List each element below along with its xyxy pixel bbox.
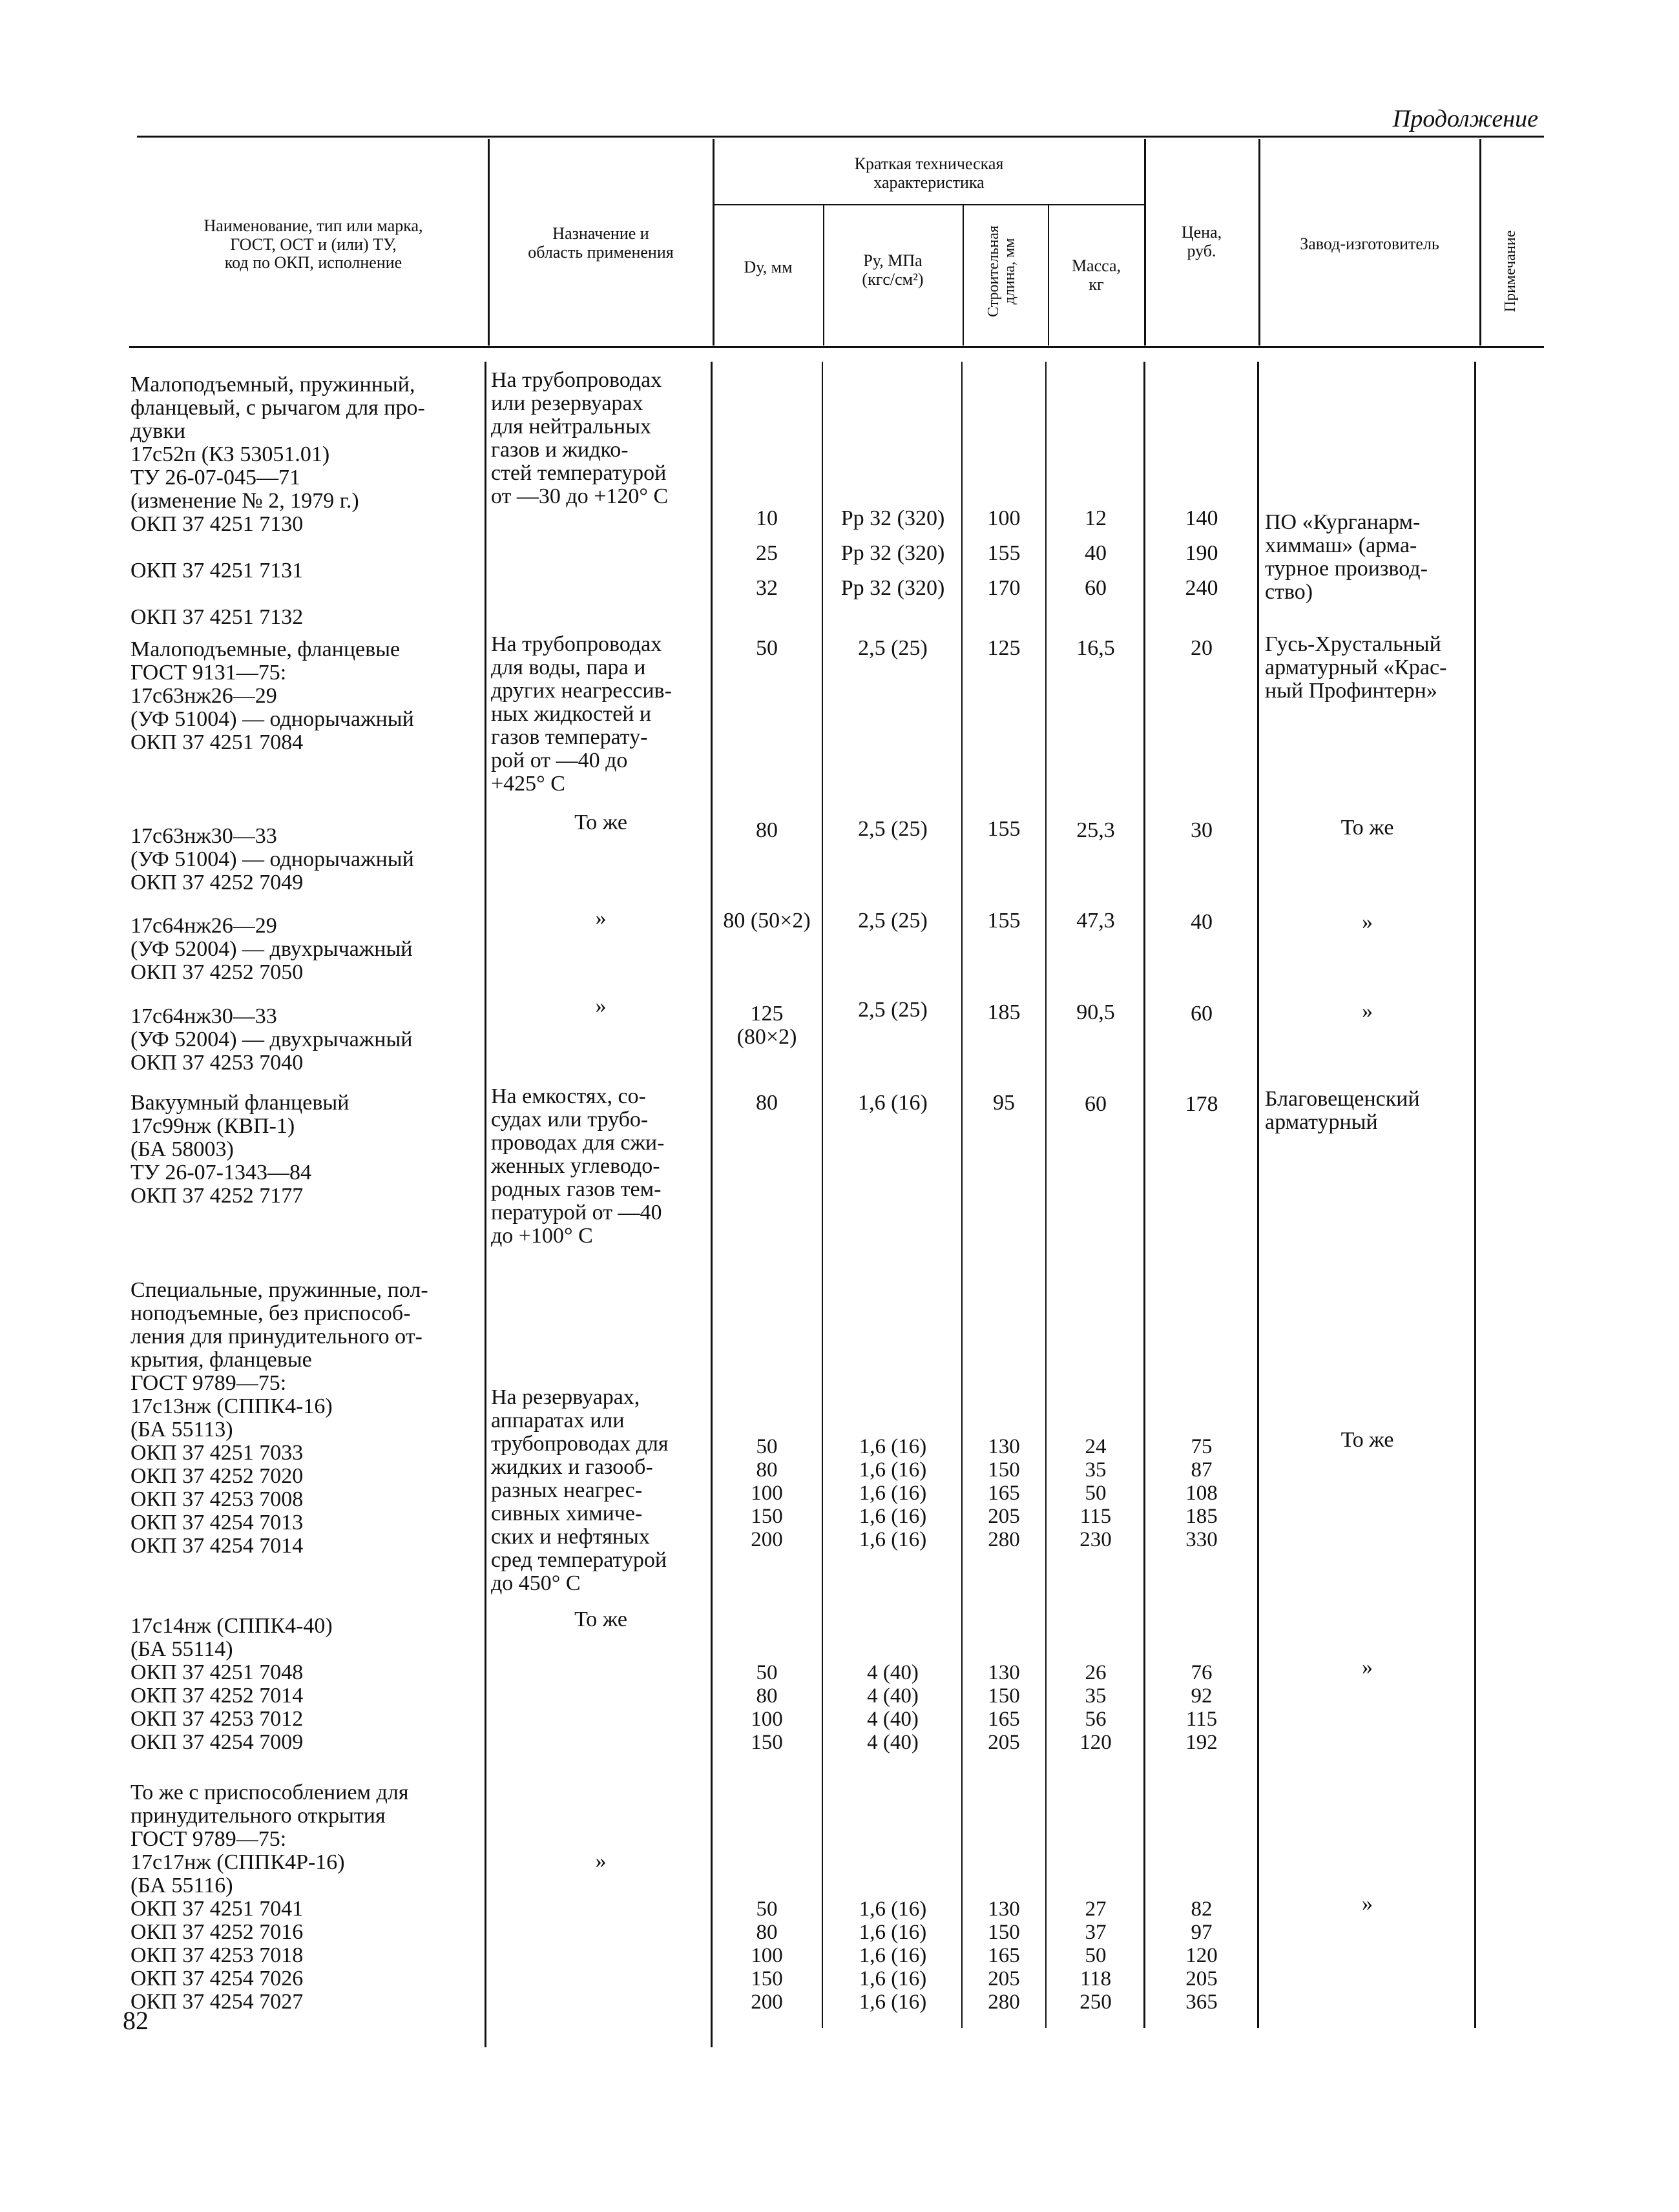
row-8-length: 130 150 165 205 280	[988, 1897, 1020, 2014]
row-6-py: 1,6 (16) 1,6 (16) 1,6 (16) 1,6 (16) 1,6 (16)	[859, 1435, 927, 1551]
row-8-price: 82 97 120 205 365	[1185, 1897, 1218, 2014]
tech-header-rule	[713, 204, 1144, 205]
row-0-mass: 12 40 60	[1085, 506, 1107, 600]
row-8-mass: 27 37 50 118 250	[1079, 1897, 1112, 2014]
row-8-name: То же с приспособлением для принудительного открытия ГОСТ 9789—75: 17с17нж (СППК4Р-16) (БА 55116) ОКП 37 4251 7041 ОКП 37 4252 7016 ОКП 37 4253 7018 ОКП 37 4254 7026 ОКП 37 4254 7027	[130, 1781, 409, 2014]
row-7-maker: »	[1362, 1655, 1373, 1679]
row-4-name: 17с64нж30—33 (УФ 52004) — двухрычажный ОКП 37 4253 7040	[130, 1004, 413, 1075]
row-3-length: 155	[987, 909, 1021, 933]
row-2-maker: То же	[1340, 816, 1394, 840]
row-7-purpose: То же	[574, 1607, 627, 1631]
row-0-name: Малоподъемный, пружинный, фланцевый, с рычагом для про- дувки 17с52п (КЗ 53051.01) ТУ 26-07-045—71 (изменение № 2, 1979 г.) ОКП 37 4251 7130 ОКП 37 4251 7131 ОКП 37 4251 7132	[130, 373, 425, 629]
row-2-purpose: То же	[574, 811, 627, 834]
row-8-maker: »	[1362, 1892, 1373, 1916]
row-4-mass: 90,5	[1076, 1000, 1115, 1024]
header-price: Цена, руб.	[1181, 223, 1222, 260]
row-7-length: 130 150 165 205	[988, 1661, 1020, 1754]
row-5-dy: 80	[756, 1091, 778, 1115]
row-3-price: 40	[1191, 910, 1213, 934]
row-6-dy: 50 80 100 150 200	[751, 1435, 783, 1551]
row-8-dy: 50 80 100 150 200	[751, 1897, 783, 2014]
header-dy: Dу, мм	[744, 258, 793, 276]
row-5-maker: Благовещенский арматурный	[1265, 1087, 1420, 1134]
row-0-maker: ПО «Курганарм- химмаш» (арма- турное производ- ство)	[1265, 510, 1428, 604]
row-8-purpose: »	[595, 1849, 607, 1873]
header-py: Pу, МПа (кгс/см²)	[862, 251, 924, 289]
row-7-py: 4 (40) 4 (40) 4 (40) 4 (40)	[867, 1661, 919, 1754]
row-5-purpose: На емкостях, со- судах или трубо- проводах для сжи- женных углеводо- родных газов тем- пературой от —40 до +100° С	[491, 1084, 665, 1248]
row-0-py: Pр 32 (320) Pр 32 (320) Pр 32 (320)	[840, 506, 945, 600]
row-1-mass: 16,5	[1076, 636, 1115, 660]
row-7-price: 76 92 115 192	[1185, 1661, 1218, 1754]
col-rule-1	[488, 139, 490, 346]
row-3-py: 2,5 (25)	[858, 909, 928, 933]
row-7-name: 17с14нж (СППК4-40) (БА 55114) ОКП 37 4251 7048 ОКП 37 4252 7014 ОКП 37 4253 7012 ОКП 37 4254 7009	[130, 1614, 333, 1754]
row-6-mass: 24 35 50 115 230	[1079, 1435, 1112, 1551]
header-bottom-rule	[129, 346, 1544, 348]
row-3-purpose: »	[595, 906, 607, 930]
row-1-py: 2,5 (25)	[858, 636, 928, 660]
row-4-length: 185	[987, 1000, 1021, 1024]
row-1-length: 125	[987, 636, 1021, 660]
body-rule-7	[1257, 362, 1259, 2028]
row-7-dy: 50 80 100 150	[751, 1661, 783, 1754]
row-5-name: Вакуумный фланцевый 17с99нж (КВП-1) (БА 58003) ТУ 26-07-1343—84 ОКП 37 4252 7177	[130, 1091, 349, 1208]
row-3-maker: »	[1362, 910, 1373, 934]
row-3-dy: 80 (50×2)	[723, 909, 811, 933]
row-4-py: 2,5 (25)	[858, 998, 928, 1022]
row-7-mass: 26 35 56 120	[1079, 1661, 1112, 1754]
body-rule-4	[961, 362, 963, 2028]
row-1-price: 20	[1191, 636, 1213, 660]
row-2-price: 30	[1191, 818, 1213, 842]
row-0-purpose: На трубопроводах или резервуарах для нейтральных газов и жидко- стей температурой от —30 до +120° С	[491, 368, 669, 508]
header-maker: Завод-изготовитель	[1300, 234, 1439, 253]
row-1-name: Малоподъемные, фланцевые ГОСТ 9131—75: 17с63нж26—29 (УФ 51004) — однорычажный ОКП 37 4251 7084	[130, 637, 414, 754]
body-rule-2	[711, 362, 713, 2047]
body-rule-5	[1045, 362, 1047, 2028]
col-rule-4	[963, 205, 964, 346]
row-1-maker: Гусь-Хрустальный арматурный «Крас- ный Профинтерн»	[1265, 632, 1447, 703]
page-number: 82	[123, 2006, 149, 2035]
row-0-length: 100 155 170	[987, 506, 1021, 600]
row-3-mass: 47,3	[1076, 909, 1115, 933]
body-rule-6	[1143, 362, 1145, 2028]
row-5-length: 95	[993, 1091, 1015, 1115]
row-4-dy: 125 (80×2)	[736, 1002, 797, 1049]
row-0-price: 140 190 240	[1185, 506, 1218, 600]
header-purpose: Назначение и область применения	[528, 224, 674, 262]
col-rule-8	[1479, 139, 1481, 346]
row-4-purpose: »	[595, 994, 607, 1018]
header-name: Наименование, тип или марка, ГОСТ, ОСТ и (или) ТУ, код по ОКП, исполнение	[203, 216, 423, 273]
row-3-name: 17с64нж26—29 (УФ 52004) — двухрычажный ОКП 37 4252 7050	[130, 914, 413, 984]
top-rule	[137, 136, 1544, 138]
row-6-length: 130 150 165 205 280	[988, 1435, 1020, 1551]
row-5-mass: 60	[1085, 1092, 1107, 1116]
row-5-py: 1,6 (16)	[858, 1091, 928, 1115]
row-2-length: 155	[987, 817, 1021, 841]
row-2-dy: 80	[756, 818, 778, 842]
header-note: Примечание	[1502, 230, 1519, 313]
row-6-maker: То же	[1340, 1428, 1394, 1452]
row-1-purpose: На трубопроводах для воды, пара и других неагрессив- ных жидкостей и газов температу- рой от —40 до +425° С	[491, 632, 672, 796]
header-mass: Масса, кг	[1071, 256, 1121, 294]
body-rule-1	[485, 362, 486, 2047]
body-rule-8	[1474, 362, 1476, 2028]
row-2-py: 2,5 (25)	[858, 817, 928, 841]
row-2-name: 17с63нж30—33 (УФ 51004) — однорычажный ОКП 37 4252 7049	[130, 824, 414, 894]
body-rule-3	[822, 362, 823, 2028]
row-6-purpose: На резервуарах, аппаратах или трубопроводах для жидких и газооб- разных неагрес- сивных химиче- ских и нефтяных сред температурой до 450° С	[491, 1385, 669, 1595]
continuation-label: Продолжение	[1392, 105, 1538, 132]
row-6-name: Специальные, пружинные, пол- ноподъемные, без приспособ- ления для принудительного от- крытия, фланцевые ГОСТ 9789—75: 17с13нж (СППК4-16) (БА 55113) ОКП 37 4251 7033 ОКП 37 4252 7020 ОКП 37 4253 7008 ОКП 37 4254 7013 ОКП 37 4254 7014	[130, 1278, 428, 1558]
header-tech: Краткая техническая характеристика	[854, 154, 1004, 192]
row-4-price: 60	[1191, 1002, 1213, 1026]
row-6-price: 75 87 108 185 330	[1185, 1435, 1218, 1551]
row-8-py: 1,6 (16) 1,6 (16) 1,6 (16) 1,6 (16) 1,6 (16)	[859, 1897, 927, 2014]
row-1-dy: 50	[756, 636, 778, 660]
header-length: Строительная длина, мм	[985, 225, 1019, 317]
row-5-price: 178	[1185, 1092, 1218, 1116]
row-0-dy: 10 25 32	[756, 506, 778, 600]
row-4-maker: »	[1362, 999, 1373, 1023]
row-2-mass: 25,3	[1076, 818, 1115, 842]
